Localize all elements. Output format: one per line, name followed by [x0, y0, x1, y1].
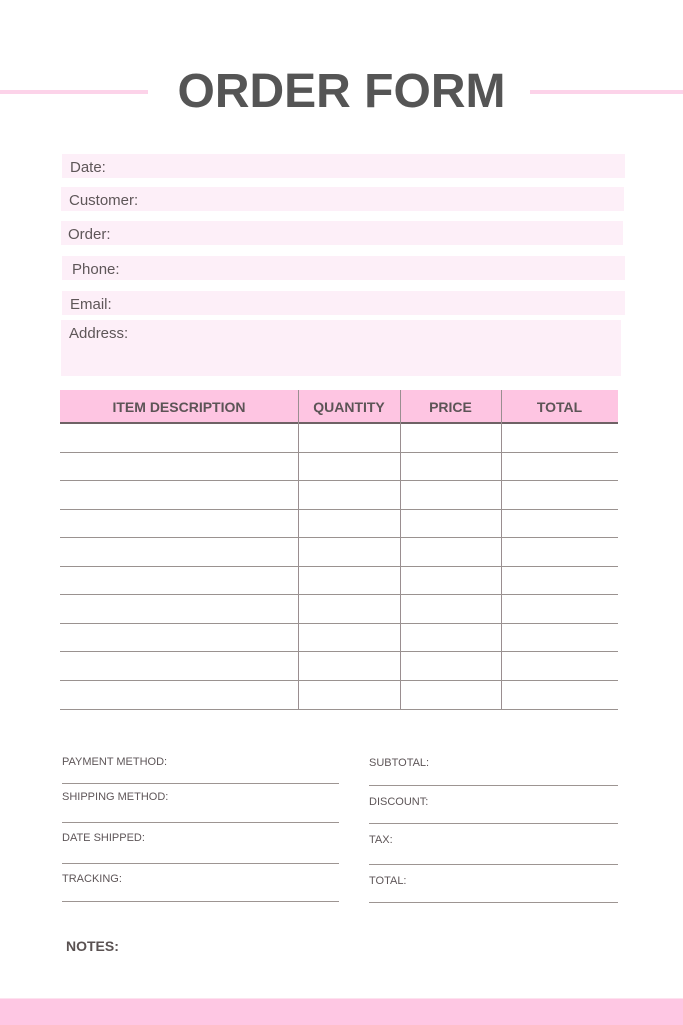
tax-label: TAX:	[369, 834, 393, 846]
payment-method-label: PAYMENT METHOD:	[62, 756, 168, 768]
header-quantity: QUANTITY	[313, 399, 385, 415]
customer-label: Customer:	[69, 192, 139, 209]
payment-method-input[interactable]	[62, 783, 339, 784]
tax-input[interactable]	[369, 864, 618, 865]
total-label: TOTAL:	[369, 875, 407, 887]
page-title: ORDER FORM	[177, 65, 506, 118]
phone-field[interactable]	[62, 256, 625, 280]
table-row[interactable]	[60, 595, 618, 624]
discount-label: DISCOUNT:	[369, 796, 429, 808]
customer-field[interactable]	[61, 187, 624, 211]
tracking-input[interactable]	[62, 901, 339, 902]
table-row[interactable]	[60, 510, 618, 538]
row-line	[60, 709, 618, 710]
table-row[interactable]	[60, 424, 618, 453]
table-row[interactable]	[60, 652, 618, 681]
table-row[interactable]	[60, 624, 618, 652]
subtotal-label: SUBTOTAL:	[369, 757, 430, 769]
notes-label: NOTES:	[66, 938, 119, 954]
address-label: Address:	[69, 325, 129, 342]
date-shipped-input[interactable]	[62, 863, 339, 864]
address-field[interactable]	[61, 320, 621, 376]
discount-input[interactable]	[369, 823, 618, 824]
table-row[interactable]	[60, 567, 618, 595]
items-table	[60, 390, 618, 711]
order-field[interactable]	[61, 221, 623, 245]
items-table-header	[60, 390, 618, 424]
email-field[interactable]	[62, 291, 625, 315]
tracking-label: TRACKING:	[62, 873, 122, 885]
shipping-method-input[interactable]	[62, 822, 339, 823]
order-label: Order:	[68, 226, 111, 243]
date-shipped-label: DATE SHIPPED:	[62, 832, 145, 844]
total-input[interactable]	[369, 902, 618, 903]
footer-bar	[0, 998, 683, 1025]
table-row[interactable]	[60, 453, 618, 481]
header-price: PRICE	[429, 399, 472, 415]
subtotal-input[interactable]	[369, 785, 618, 786]
table-row[interactable]	[60, 481, 618, 510]
date-label: Date:	[70, 159, 106, 176]
phone-label: Phone:	[72, 261, 120, 278]
header-total: TOTAL	[536, 399, 583, 415]
date-field[interactable]	[62, 154, 625, 178]
email-label: Email:	[70, 296, 112, 313]
table-row[interactable]	[60, 681, 618, 710]
table-row[interactable]	[60, 538, 618, 567]
header-item-description: ITEM DESCRIPTION	[112, 399, 246, 415]
shipping-method-label: SHIPPING METHOD:	[62, 791, 169, 803]
